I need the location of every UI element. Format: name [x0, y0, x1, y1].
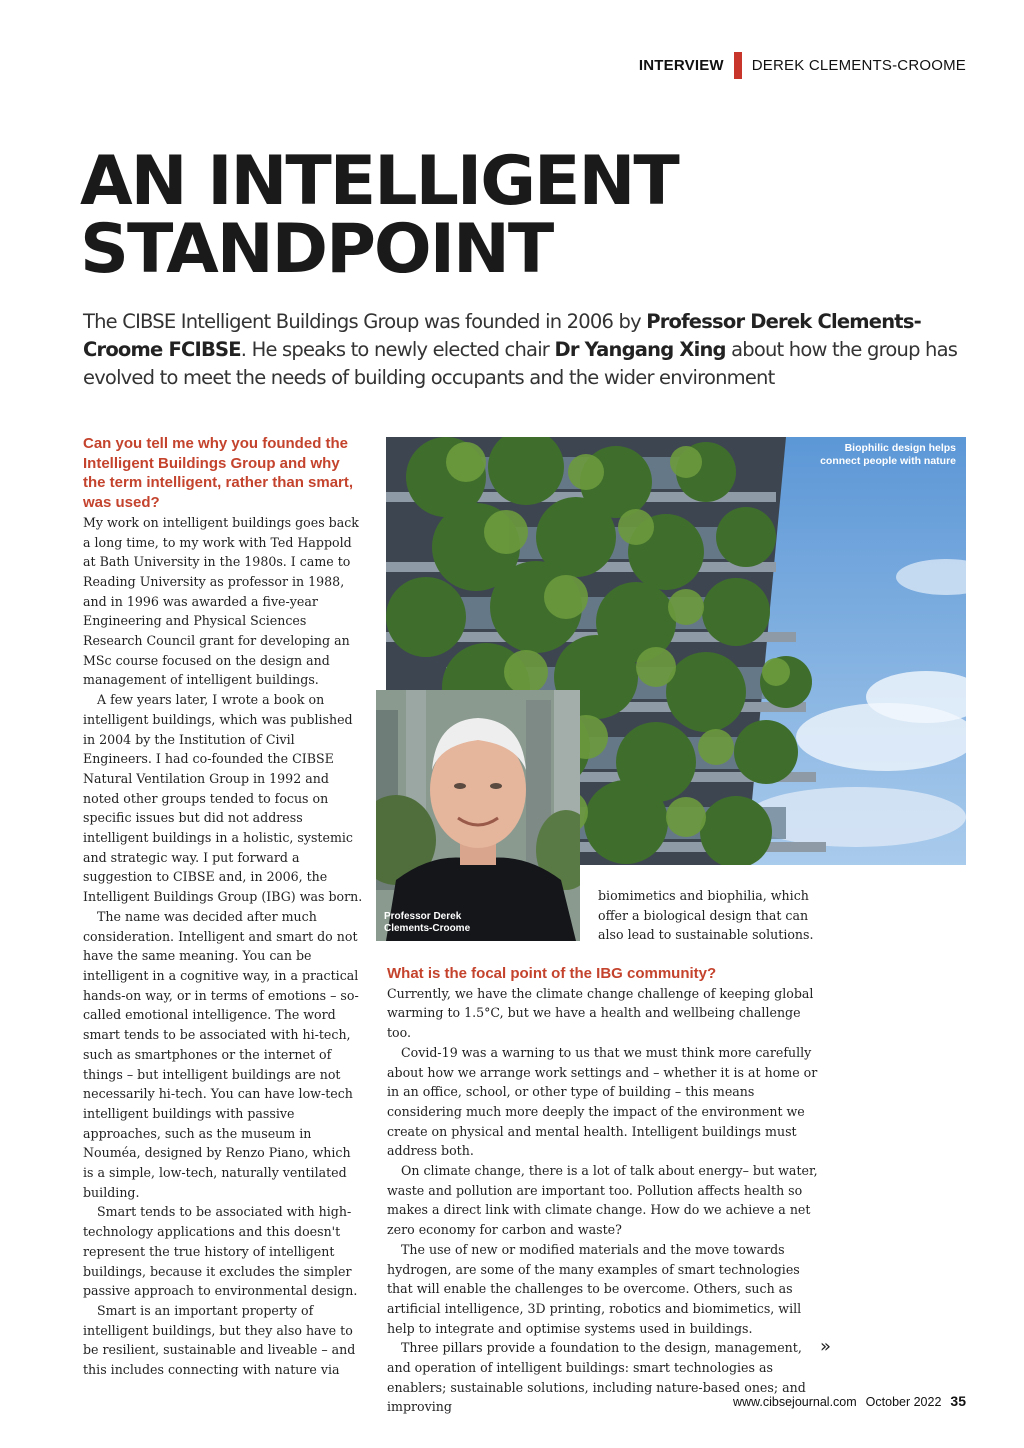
body-column-left	[83, 434, 363, 1380]
body-column-right-top	[598, 886, 828, 945]
title-line-2: STANDPOINT	[80, 210, 553, 289]
body-paragraph: Three pillars provide a foundation to the design, management, and operation of intelligent buildings: smart technologies as enablers; sustainable solutions, including nature-based ones; and improving	[387, 1340, 806, 1415]
body-paragraph: On climate change, there is a lot of talk about energy– but water, waste and pollution are important too. Pollution affects health so makes a direct link with climate change. How do we achieve a net zero economy for carbon and waste?	[387, 1163, 818, 1238]
body-paragraph: My work on intelligent buildings goes back a long time, to my work with Ted Happold at Bath University in the 1980s. I came to Reading University as professor in 1988, and in 1996 was awarded a five-year Engineering and Physical Sciences Research Council grant for developing an MSc course focused on the design and management of intelligent buildings.	[83, 514, 359, 688]
body-paragraph: Smart is an important property of intelligent buildings, but they also have to be resilient, sustainable and liveable – and this includes connecting with nature via	[83, 1302, 356, 1378]
section-label: INTERVIEW	[638, 56, 724, 74]
continue-arrow-icon: »	[820, 1336, 832, 1357]
page-number: 35	[950, 1393, 966, 1409]
portrait-caption: Professor Derek Clements-Croome	[384, 911, 471, 934]
standfirst-text: . He speaks to newly elected chair	[240, 338, 555, 361]
body-paragraph: Smart tends to be associated with high-technology applications and this doesn't represent the true history of intelligent buildings, because it excludes the simpler passive approach to environmental design.	[83, 1204, 358, 1299]
title-line-1: AN INTELLIGENT	[80, 142, 678, 221]
body-paragraph: A few years later, I wrote a book on intelligent buildings, which was published in 2004 by the Institution of Civil Engineers. I had co-founded the CIBSE Natural Ventilation Group in 1992 and noted other groups tended to focus on specific issues but did not address intelligent buildings in a holistic, systemic and strategic way. I put forward a suggestion to CIBSE and, in 2006, the Intelligent Buildings Group (IBG) was born.	[83, 692, 363, 905]
running-header	[639, 50, 966, 80]
photo-caption: Biophilic design helps connect people with nature	[820, 442, 956, 467]
standfirst-text: about how the group has evolved to meet the needs of building occupants and the wider environment	[83, 338, 958, 389]
standfirst-text: The CIBSE Intelligent Buildings Group was founded in 2006 by	[83, 310, 647, 333]
standfirst-name-chair: Dr Yangang Xing	[554, 338, 726, 361]
article-title	[80, 142, 880, 289]
body-paragraph: Currently, we have the climate change challenge of keeping global warming to 1.5°C, but we have a health and wellbeing challenge too.	[387, 985, 814, 1041]
body-paragraph: The name was decided after much consideration. Intelligent and smart do not have the same meaning. You can be intelligent in a cognitive way, in a practical hands-on way, or in terms of emotions – so-called emotional intelligence. The word smart tends to be associated with hi-tech, such as smartphones or the internet of things – but intelligent buildings are not necessarily hi-tech. You can have low-tech intelligent buildings with passive approaches, such as the museum in Nouméa, designed by Renzo Piano, which is a simple, low-tech, naturally ventilated building.	[83, 908, 359, 1200]
portrait-illustration	[376, 690, 580, 941]
page-footer	[733, 1393, 966, 1409]
question-heading: Can you tell me why you founded the Intelligent Buildings Group and why the term intelligent, rather than smart, was used?	[83, 435, 354, 512]
footer-url: www.cibsejournal.com	[733, 1395, 857, 1409]
body-paragraph: Covid-19 was a warning to us that we must think more carefully about how we arrange work settings and – whether it is at home or in an office, school, or other type of building – this means considering much more deeply the impact of the environment we create on physical and mental health. Intelligent buildings must address both.	[387, 1044, 818, 1159]
question-heading: What is the focal point of the IBG community?	[387, 965, 717, 982]
body-paragraph: The use of new or modified materials and the move towards hydrogen, are some of the many examples of smart technologies that will enable the challenges to be overcome. Others, such as artificial intelligence, 3D printing, robotics and biomimetics, will help to integrate and optimise systems used in buildings.	[387, 1241, 802, 1336]
header-divider-bar	[734, 52, 742, 79]
standfirst	[83, 308, 963, 392]
standfirst-name-founder: Professor Derek Clements-Croome FCIBSE	[83, 310, 921, 361]
footer-date: October 2022	[865, 1395, 942, 1409]
portrait-photo	[376, 690, 580, 941]
body-column-center	[387, 964, 827, 1417]
body-paragraph: biomimetics and biophilia, which offer a biological design that can also lead to sustainable solutions.	[598, 888, 814, 943]
interviewee-label: DEREK CLEMENTS-CROOME	[751, 56, 966, 74]
